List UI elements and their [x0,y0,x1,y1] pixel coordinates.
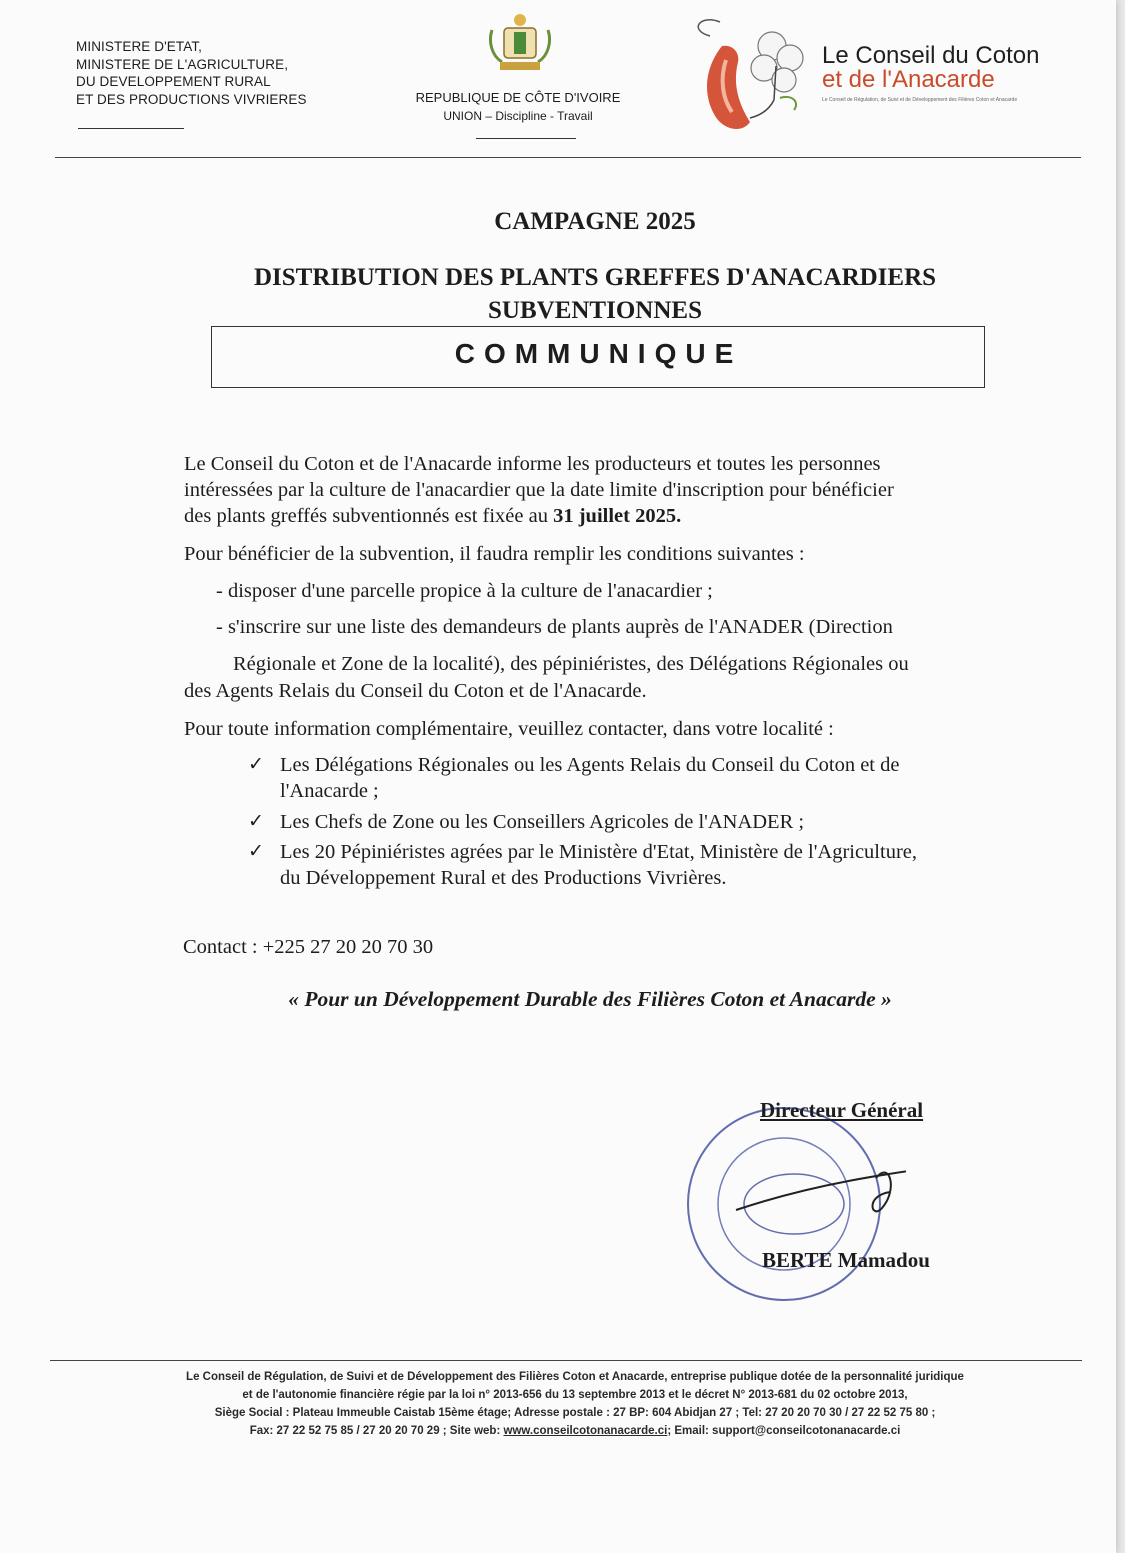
ministry-line: ET DES PRODUCTIONS VIVRIERES [76,91,307,107]
republic-block [398,89,638,125]
official-stamp-icon [676,1100,906,1310]
republic-motto: UNION – Discipline - Travail [443,109,593,123]
republic-underline [476,138,576,139]
footer-line: Le Conseil de Régulation, de Suivi et de Développement des Filières Coton et Anacarde, entreprise publique dotée de la personnalité juridique [186,1371,964,1383]
intro-line: Le Conseil du Coton et de l'Anacarde informe les producteurs et toutes les personnes [184,453,881,475]
contact-phone: Contact : +225 27 20 20 70 30 [183,936,434,958]
brand-line2: et de l'Anacarde [822,66,995,93]
deadline-date: 31 juillet 2025. [553,505,682,527]
slogan: « Pour un Développement Durable des Filières Coton et Anacarde » [288,987,892,1011]
communique-heading: COMMUNIQUE [454,338,743,369]
signatory-name: BERTE Mamadou [762,1248,930,1272]
footer-line: et de l'autonomie financière régie par la loi n° 2013-656 du 13 septembre 2013 et le décret N° 2013-681 du 02 octobre 2013, [242,1389,908,1401]
contacts-intro: Pour toute information complémentaire, veuillez contacter, dans votre localité : [184,718,834,740]
checkmark-icon: ✓ [248,754,264,775]
footer-info [60,1368,1090,1440]
website-link[interactable]: www.conseilcotonanacarde.ci [503,1425,668,1437]
campaign-title: CAMPAGNE 2025 [494,208,696,235]
checkmark-icon: ✓ [248,841,264,862]
contact-item-line: Les Délégations Régionales ou les Agents Relais du Conseil du Coton et de [280,754,900,776]
brand-subtitle: Le Conseil de Régulation, de Suivi et de Développement des Filières Coton et Anacarde [822,97,1018,103]
coat-of-arms-icon [486,12,554,74]
ministry-line: MINISTERE DE L'AGRICULTURE, [76,56,289,72]
contact-item-line: Les 20 Pépiniéristes agrées par le Ministère d'Etat, Ministère de l'Agriculture, [280,841,918,863]
condition-item: - disposer d'une parcelle propice à la culture de l'anacardier ; [216,580,713,602]
contact-item [280,839,917,891]
ministry-block [76,38,307,108]
intro-text: des plants greffés subventionnés est fixée au [184,505,554,527]
intro-paragraph [184,451,894,529]
distribution-title [150,261,1040,327]
footer-line [60,1422,1090,1440]
cotton-cashew-logo-icon [680,6,820,136]
republic-name: REPUBLIQUE DE CÔTE D'IVOIRE [415,90,621,105]
header-divider [55,157,1081,158]
ministry-line: DU DEVELOPPEMENT RURAL [76,74,271,89]
intro-line: intéressées par la culture de l'anacardier que la date limite d'inscription pour bénéficier [184,479,894,501]
footer-email: ; Email: support@conseilcotonanacarde.ci [667,1425,901,1437]
brand-name [822,44,1039,92]
footer-divider [50,1360,1082,1361]
conditions-intro: Pour bénéficier de la subvention, il faudra remplir les conditions suivantes : [184,543,805,565]
condition-item-cont: Régionale et Zone de la localité), des pépiniéristes, des Délégations Régionales ou [233,653,909,675]
footer-line: Siège Social : Plateau Immeuble Caistab 15ème étage; Adresse postale : 27 BP: 604 Abidjan 27 ; Tel: 27 20 20 70 30 / 27 22 52 75 80 ; [214,1407,936,1419]
contact-item [280,752,899,804]
contact-item [280,809,804,835]
contact-item-line: Les Chefs de Zone ou les Conseillers Agricoles de l'ANADER ; [280,811,805,833]
checkmark-icon: ✓ [248,811,264,832]
contact-item-line: du Développement Rural et des Productions Vivrières. [280,867,727,889]
condition-item: - s'inscrire sur une liste des demandeurs de plants auprès de l'ANADER (Direction [216,616,893,638]
contact-item-line: l'Anacarde ; [280,780,379,802]
distribution-title-line2: SUBVENTIONNES [488,297,702,324]
ministry-line: MINISTERE D'ETAT, [76,39,203,54]
condition-item-cont: des Agents Relais du Conseil du Coton et de l'Anacarde. [184,680,647,702]
brand-line1: Le Conseil du Coton [822,42,1040,69]
signatory-title: Directeur Général [760,1098,924,1122]
distribution-title-line1: DISTRIBUTION DES PLANTS GREFFES D'ANACARDIERS [253,264,937,291]
footer-fax: Fax: 27 22 52 75 85 / 27 20 20 70 29 ; Site web: [249,1425,504,1437]
intro-line [184,503,894,529]
ministry-underline [78,128,184,129]
